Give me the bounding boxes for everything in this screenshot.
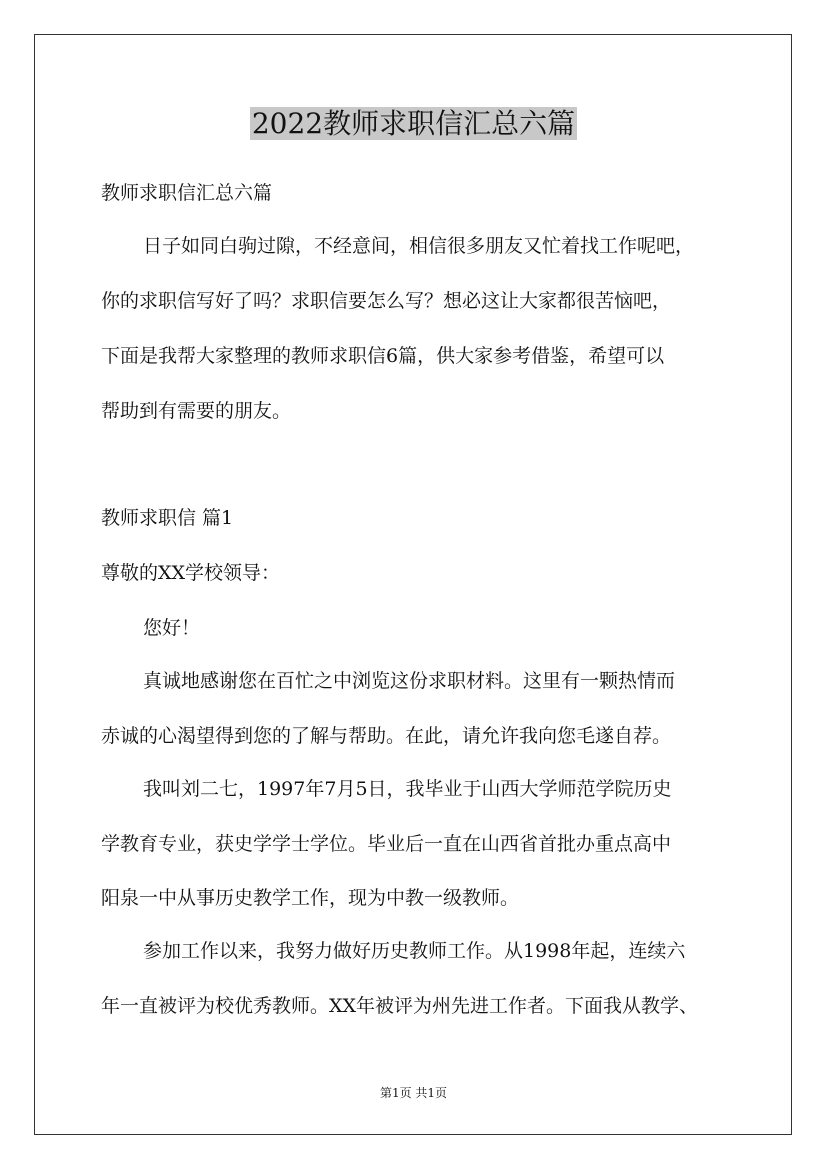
letter-greeting: 您好！	[143, 617, 201, 639]
document-subtitle: 教师求职信汇总六篇	[101, 182, 273, 204]
paragraph-1-line-1: 真诚地感谢您在百忙之中浏览这份求职材料。这里有一颗热情而	[143, 670, 676, 692]
intro-line-1: 日子如同白驹过隙，不经意间，相信很多朋友又忙着找工作呢吧，	[143, 235, 695, 257]
paragraph-3-line-2: 年一直被评为校优秀教师。XX年被评为州先进工作者。下面我从教学、	[101, 995, 699, 1017]
intro-line-2: 你的求职信写好了吗？求职信要怎么写？想必这让大家都很苦恼吧，	[101, 290, 672, 312]
paragraph-2-line-3: 阳泉一中从事历史教学工作，现为中教一级教师。	[101, 887, 520, 909]
paragraph-3-line-1: 参加工作以来，我努力做好历史教师工作。从1998年起，连续六	[143, 940, 686, 962]
document-title	[0, 102, 827, 146]
paragraph-2-line-2: 学教育专业，获史学学士学位。毕业后一直在山西省首批办重点高中	[101, 833, 672, 855]
intro-line-4: 帮助到有需要的朋友。	[101, 400, 292, 422]
intro-line-3: 下面是我帮大家整理的教师求职信6篇，供大家参考借鉴，希望可以	[101, 345, 665, 367]
document-title-text: 2022教师求职信汇总六篇	[251, 107, 576, 140]
letter-heading: 教师求职信 篇1	[101, 507, 234, 529]
paragraph-2-line-1: 我叫刘二七，1997年7月5日，我毕业于山西大学师范学院历史	[143, 778, 672, 800]
paragraph-1-line-2: 赤诚的心渴望得到您的了解与帮助。在此，请允许我向您毛遂自荐。	[101, 725, 672, 747]
page-footer: 第1页 共1页	[379, 1086, 448, 1100]
letter-salutation: 尊敬的XX学校领导：	[101, 562, 281, 584]
